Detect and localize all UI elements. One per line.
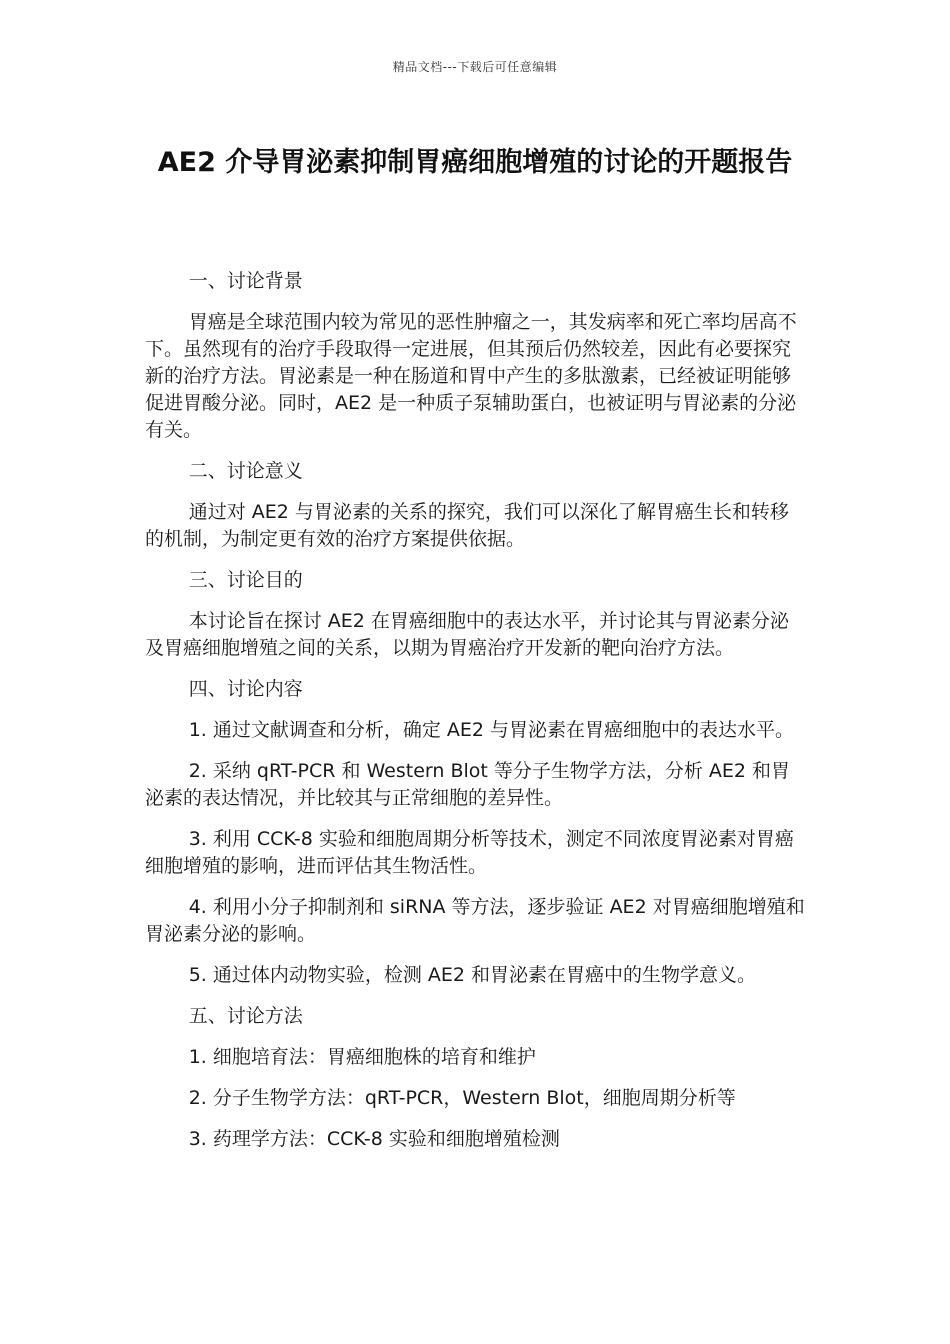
section-heading-significance: 二、讨论意义 bbox=[188, 460, 303, 482]
section-heading-purpose: 三、讨论目的 bbox=[188, 569, 303, 591]
list-item: 2. 分子生物学方法：qRT-PCR，Western Blot，细胞周期分析等 bbox=[188, 1087, 736, 1109]
list-item: 2. 采纳 qRT-PCR 和 Western Blot 等分子生物学方法，分析 AE2 和胃泌素的表达情况，并比较其与正常细胞的差异性。 bbox=[145, 760, 791, 809]
paragraph: 胃癌是全球范围内较为常见的恶性肿瘤之一，其发病率和死亡率均居高不下。虽然现有的治疗手段取得一定进展，但其预后仍然较差，因此有必要探究新的治疗方法。胃泌素是一种在肠道和胃中产生的多肽激素，已经被证明能够促进胃酸分泌。同时，AE2 是一种质子泵辅助蛋白，也被证明与胃泌素的分泌有关。 bbox=[145, 311, 797, 441]
paragraph: 本讨论旨在探讨 AE2 在胃癌细胞中的表达水平，并讨论其与胃泌素分泌及胃癌细胞增殖之间的关系，以期为胃癌治疗开发新的靶向治疗方法。 bbox=[145, 610, 789, 659]
list-item: 4. 利用小分子抑制剂和 siRNA 等方法，逐步验证 AE2 对胃癌细胞增殖和胃泌素分泌的影响。 bbox=[145, 896, 805, 945]
list-item: 3. 利用 CCK-8 实验和细胞周期分析等技术，测定不同浓度胃泌素对胃癌细胞增殖的影响，进而评估其生物活性。 bbox=[145, 828, 794, 877]
list-item: 1. 细胞培育法：胃癌细胞株的培育和维护 bbox=[188, 1046, 536, 1068]
document-title: AE2 介导胃泌素抑制胃癌细胞增殖的讨论的开题报告 bbox=[157, 147, 793, 178]
list-item: 1. 通过文献调查和分析，确定 AE2 与胃泌素在胃癌细胞中的表达水平。 bbox=[188, 719, 795, 741]
section-heading-methods: 五、讨论方法 bbox=[188, 1005, 303, 1027]
list-item: 5. 通过体内动物实验，检测 AE2 和胃泌素在胃癌中的生物学意义。 bbox=[188, 964, 757, 986]
section-heading-content: 四、讨论内容 bbox=[188, 678, 303, 700]
list-item: 3. 药理学方法：CCK-8 实验和细胞增殖检测 bbox=[188, 1128, 560, 1150]
section-heading-background: 一、讨论背景 bbox=[188, 270, 303, 292]
header-note: 精品文档---下载后可任意编辑 bbox=[392, 60, 558, 74]
paragraph: 通过对 AE2 与胃泌素的关系的探究，我们可以深化了解胃癌生长和转移的机制，为制定更有效的治疗方案提供依据。 bbox=[145, 501, 789, 550]
document-body bbox=[145, 268, 807, 1167]
